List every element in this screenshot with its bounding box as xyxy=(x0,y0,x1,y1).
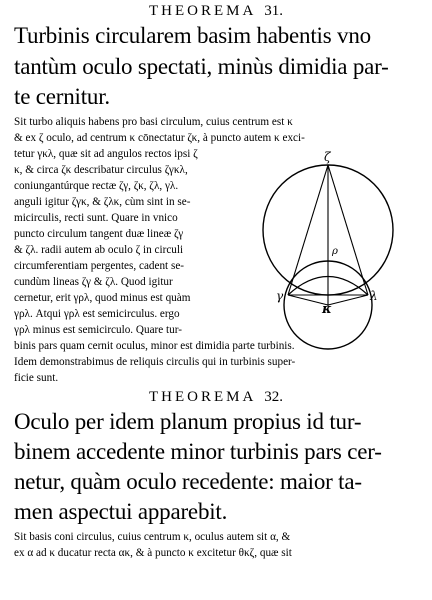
geometry-figure xyxy=(252,150,422,356)
text-31-narrow-line-8: circumferentiam pergentes, cadent se- xyxy=(14,260,185,272)
text-31-narrow-line-4: anguli igitur ζγκ, & ζλκ, cùm sint in se- xyxy=(14,196,191,208)
proposition-32-line-4: men aspectui apparebit. xyxy=(14,499,228,524)
text-31-end-line-1: binis pars quam cernit oculus, minor est dimidia parte turbinis. xyxy=(14,340,295,352)
text-32-line-1: Sit basis coni circulus, cuius centrum κ, oculus autem sit α, & xyxy=(14,531,291,543)
text-32-line-2: ex α ad κ ducatur recta ακ, & à puncto κ excitetur θκζ, quæ sit xyxy=(14,547,292,559)
theorem-32-title: THEOREMA xyxy=(148,389,257,405)
text-31-narrow-line-11: γρλ. Atqui γρλ est semicirculus. ergo xyxy=(14,308,180,320)
theorem-32-number: 32. xyxy=(264,389,284,405)
label-kappa: κ xyxy=(322,302,332,317)
proposition-32-line-1: Oculo per idem planum propius id tur- xyxy=(14,409,362,434)
proposition-32-line-3: netur, quàm oculo recedente: maior ta- xyxy=(14,469,362,494)
proposition-31-line-2: tantùm oculo spectati, minùs dimidia par- xyxy=(14,54,389,79)
text-31-line-2: & ex ζ oculo, ad centrum κ cōnectatur ζκ, à puncto autem κ exci- xyxy=(14,132,305,144)
line-zeta-lambda xyxy=(328,165,368,295)
label-gamma: γ xyxy=(276,289,284,303)
text-31-narrow-line-6: puncto circulum tangent duæ lineæ ζγ xyxy=(14,228,184,240)
label-rho: ρ xyxy=(332,246,338,257)
line-lambda-kappa xyxy=(328,295,368,305)
text-31-narrow-line-10: cernetur, erit γρλ, quod minus est quàm xyxy=(14,292,191,304)
text-31-line-1: Sit turbo aliquis habens pro basi circulum, cuius centrum est κ xyxy=(14,116,293,128)
text-31-narrow-line-3: coniungantúrque rectæ ζγ, ζκ, ζλ, γλ. xyxy=(14,180,179,192)
text-31-narrow-line-9: cundùm lineas ζγ & ζλ. Quod igitur xyxy=(14,276,173,288)
text-31-end-line-2: Idem demonstrabimus de reliquis circulis qui in turbinis super- xyxy=(14,356,296,368)
label-lambda: λ xyxy=(370,289,378,303)
theorem-31-number: 31. xyxy=(264,3,284,19)
label-zeta: ζ xyxy=(324,150,331,164)
text-31-narrow-line-5: micirculis, recti sunt. Quare in vnico xyxy=(14,212,178,224)
theorem-32-heading xyxy=(0,389,432,406)
proposition-31-line-1: Turbinis circularem basim habentis vno xyxy=(14,23,371,48)
text-31-narrow-line-1: tetur γκλ, quæ sit ad angulos rectos ipsi ζ xyxy=(14,148,198,160)
text-31-end-line-3: ficie sunt. xyxy=(14,372,59,384)
proposition-31-line-3: te cernitur. xyxy=(14,84,110,109)
theorem-31-title: THEOREMA xyxy=(148,3,257,19)
line-zeta-gamma xyxy=(288,165,328,295)
proposition-32-line-2: binem accedente minor turbinis pars cer- xyxy=(14,439,382,464)
text-31-narrow-line-12: γρλ minus est semicirculo. Quare tur- xyxy=(14,324,182,336)
theorem-31-heading xyxy=(0,3,432,20)
text-31-narrow-line-7: & ζλ. radii autem ab oculo ζ in circuli xyxy=(14,244,184,256)
text-31-narrow-line-2: κ, & circa ζκ describatur circulus ζγκλ, xyxy=(14,164,188,176)
